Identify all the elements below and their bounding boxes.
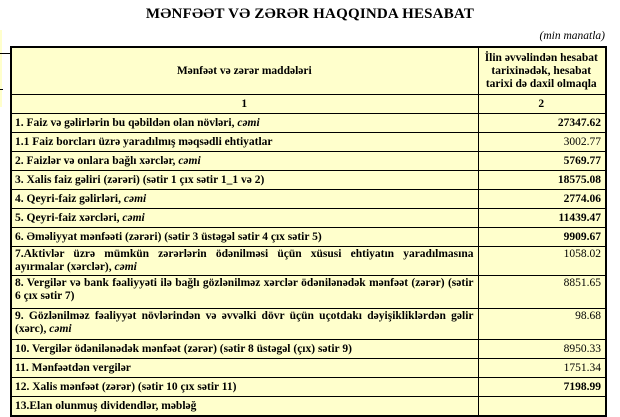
table-row	[11, 309, 606, 340]
table-header-row	[11, 47, 606, 95]
column-header-items: Mənfəət və zərər maddələri	[11, 47, 478, 95]
column-number-1: 1	[11, 95, 478, 114]
page-title: MƏNFƏƏT VƏ ZƏRƏR HAQQINDA HESABAT	[145, 6, 475, 22]
row-value: 11439.47	[478, 209, 606, 228]
row-value: 98.68	[478, 309, 606, 340]
table-row	[11, 228, 606, 247]
row-label: 5. Qeyri-faiz xərcləri, cəmi	[11, 209, 478, 228]
column-header-period: İlin əvvəlindən hesabat tarixinədək, hesabat tarixi də daxil olmaqla	[478, 47, 606, 95]
row-value-input[interactable]	[478, 397, 606, 417]
row-value: 2774.06	[478, 190, 606, 209]
table-row	[11, 133, 606, 152]
table-row	[11, 171, 606, 190]
page-edge-artifact-line	[0, 89, 3, 90]
profit-loss-table	[10, 46, 607, 417]
row-label: 11. Mənfəətdən vergilər	[11, 359, 478, 378]
row-label: 13.Elan olunmuş dividendlər, məbləğ	[11, 397, 478, 417]
table-row	[11, 359, 606, 378]
page-edge-artifact-line	[0, 53, 10, 54]
page-edge-artifact	[0, 30, 2, 107]
table-row	[11, 247, 606, 276]
row-label: 2. Faizlər və onlara bağlı xərclər, cəmi	[11, 152, 478, 171]
row-value: 8851.65	[478, 276, 606, 309]
table-row	[11, 340, 606, 359]
row-value: 9909.67	[478, 228, 606, 247]
table-row	[11, 190, 606, 209]
row-label: 4. Qeyri-faiz gəlirləri, cəmi	[11, 190, 478, 209]
row-value-input[interactable]: 3002.77	[478, 133, 606, 152]
row-label: 7.Aktivlər üzrə mümkün zərərlərin ödənilməsi üçün xüsusi ehtiyatın yaradılmasına ayırmalar (xərclər), cəmi	[11, 247, 478, 276]
row-label: 10. Vergilər ödənilənədək mənfəət (zərər) (sətir 8 üstəgəl (çıx) sətir 9)	[11, 340, 478, 359]
row-value-input[interactable]: 1751.34	[478, 359, 606, 378]
row-value: 5769.77	[478, 152, 606, 171]
column-number-row	[11, 95, 606, 114]
row-label: 6. Əməliyyat mənfəəti (zərəri) (sətir 3 üstəgəl sətir 4 çıx sətir 5)	[11, 228, 478, 247]
row-label: 1.1 Faiz borcları üzrə yaradılmış məqsədli ehtiyatlar	[11, 133, 478, 152]
row-value: 8950.33	[478, 340, 606, 359]
row-value: 1058.02	[478, 247, 606, 276]
row-label: 3. Xalis faiz gəliri (zərəri) (sətir 1 çıx sətir 1_1 və 2)	[11, 171, 478, 190]
table-row	[11, 209, 606, 228]
table-row	[11, 152, 606, 171]
row-label: 1. Faiz və gəlirlərin bu qəbildən olan növləri, cəmi	[11, 114, 478, 133]
table-row	[11, 114, 606, 133]
row-value: 27347.62	[478, 114, 606, 133]
table-row	[11, 276, 606, 309]
row-label: 9. Gözlənilməz fəaliyyət növlərindən və əvvəlki dövr üçün uçotdakı dəyişikliklərdən gəlir (xərc), cəmi	[11, 309, 478, 340]
row-value: 18575.08	[478, 171, 606, 190]
unit-note: (min manatla)	[539, 30, 605, 42]
row-label: 12. Xalis mənfəət (zərər) (sətir 10 çıx sətir 11)	[11, 378, 478, 397]
table-row	[11, 378, 606, 397]
row-label: 8. Vergilər və bank fəaliyyəti ilə bağlı gözlənilməz xərclər ödənilənədək mənfəət (zərər) (sətir 6 çıx sətir 7)	[11, 276, 478, 309]
table-row	[11, 397, 606, 417]
row-value: 7198.99	[478, 378, 606, 397]
column-number-2: 2	[478, 95, 606, 114]
